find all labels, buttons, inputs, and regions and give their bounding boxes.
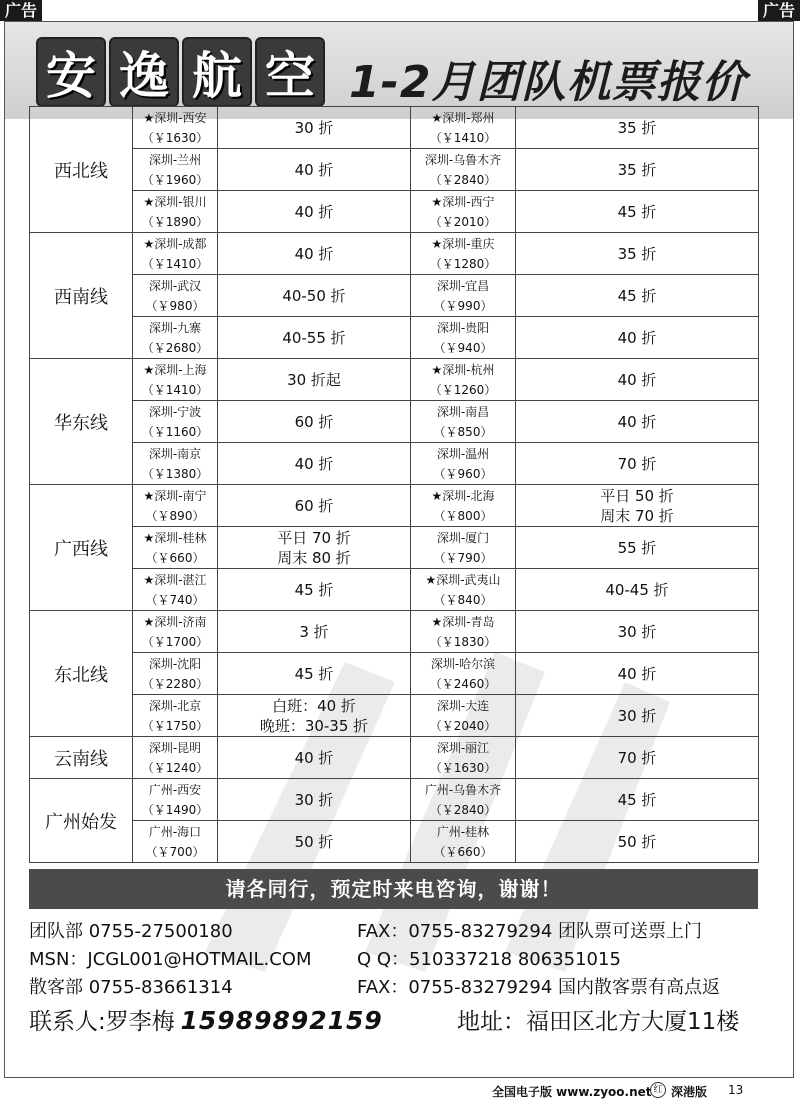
discount-text: 40 折 [617, 412, 657, 431]
discount-text: 30 折 [617, 706, 657, 725]
route-price: （￥1160） [141, 424, 209, 439]
discount-cell [516, 317, 759, 359]
route-cell [411, 527, 516, 569]
discount-text: 70 折 [617, 748, 657, 767]
route-price: （￥1890） [141, 214, 209, 229]
discount-text: 平日 70 折 [277, 528, 351, 547]
route-name: 深圳-沈阳 [148, 656, 202, 671]
route-name: 广州-西安 [148, 782, 202, 797]
route-cell [133, 611, 218, 653]
route-price: （￥1380） [141, 466, 209, 481]
route-price: （￥1410） [141, 382, 209, 397]
route-cell [133, 779, 218, 821]
discount-cell [516, 779, 759, 821]
route-cell [411, 359, 516, 401]
table-row [30, 401, 759, 443]
route-cell [133, 737, 218, 779]
route-cell [133, 233, 218, 275]
route-cell [411, 233, 516, 275]
discount-text: 55 折 [617, 538, 657, 557]
route-price: （￥660） [145, 550, 205, 565]
route-name: 深圳-大连 [436, 698, 490, 713]
route-name: ★深圳-上海 [143, 362, 207, 377]
retail-dept-phone: 散客部 0755-83661314 [29, 977, 233, 998]
discount-text: 45 折 [617, 790, 657, 809]
route-price: （￥2010） [429, 214, 497, 229]
route-name: 深圳-哈尔滨 [430, 656, 496, 671]
discount-cell [516, 611, 759, 653]
discount-text: 35 折 [617, 118, 657, 137]
route-cell [133, 527, 218, 569]
route-name: 深圳-武汉 [148, 278, 202, 293]
footer-logo-icon: 红 [650, 1082, 666, 1098]
route-price: （￥2280） [141, 676, 209, 691]
page-footer [0, 1080, 800, 1100]
route-cell [133, 653, 218, 695]
route-name: 深圳-宜昌 [436, 278, 490, 293]
discount-text: 40 折 [294, 160, 334, 179]
discount-text: 45 折 [294, 580, 334, 599]
discount-cell [218, 653, 411, 695]
team-dept-phone: 团队部 0755-27500180 [29, 921, 233, 942]
region-name: 西南线 [30, 233, 133, 359]
route-name: 深圳-丽江 [436, 740, 490, 755]
discount-cell [218, 359, 411, 401]
table-row [30, 653, 759, 695]
brand-char-an: 安 [36, 37, 106, 107]
route-cell [133, 275, 218, 317]
discount-cell [218, 821, 411, 863]
discount-cell [516, 359, 759, 401]
ad-tag-right: 广告 [758, 0, 800, 21]
route-name: ★深圳-西安 [143, 110, 207, 125]
table-row [30, 233, 759, 275]
discount-text: 45 折 [617, 202, 657, 221]
discount-cell [218, 527, 411, 569]
route-name: ★深圳-银川 [143, 194, 207, 209]
qq-numbers: Q Q：510337218 806351015 [357, 949, 621, 970]
route-name: ★深圳-南宁 [143, 488, 207, 503]
route-cell [133, 695, 218, 737]
table-row [30, 527, 759, 569]
route-price: （￥1700） [141, 634, 209, 649]
route-name: ★深圳-西宁 [431, 194, 495, 209]
route-price: （￥890） [145, 508, 205, 523]
fare-table [29, 106, 759, 863]
office-address: 地址：福田区北方大厦11楼 [457, 1009, 740, 1035]
route-cell [133, 569, 218, 611]
discount-text: 40 折 [294, 454, 334, 473]
discount-cell [218, 569, 411, 611]
table-row [30, 695, 759, 737]
route-name: ★深圳-北海 [431, 488, 495, 503]
route-name: ★深圳-济南 [143, 614, 207, 629]
discount-cell [516, 275, 759, 317]
route-cell [411, 779, 516, 821]
discount-text: 3 折 [299, 622, 329, 641]
discount-cell [516, 527, 759, 569]
discount-cell [516, 443, 759, 485]
route-name: 深圳-温州 [436, 446, 490, 461]
discount-text: 30 折 [294, 790, 334, 809]
discount-text: 周末 70 折 [600, 506, 674, 525]
footer-edition: 深港版 [671, 1085, 708, 1099]
discount-text: 40-50 折 [282, 286, 346, 305]
route-price: （￥980） [145, 298, 205, 313]
route-price: （￥1280） [429, 256, 497, 271]
discount-cell [516, 653, 759, 695]
route-cell [133, 401, 218, 443]
route-cell [411, 653, 516, 695]
discount-text: 70 折 [617, 454, 657, 473]
header-band [5, 22, 793, 119]
route-name: ★深圳-桂林 [143, 530, 207, 545]
discount-cell [516, 737, 759, 779]
route-cell [411, 275, 516, 317]
discount-text: 30 折 [617, 622, 657, 641]
discount-cell [218, 443, 411, 485]
discount-text: 60 折 [294, 412, 334, 431]
route-price: （￥2840） [429, 172, 497, 187]
route-cell [411, 401, 516, 443]
route-cell [133, 821, 218, 863]
route-cell [411, 317, 516, 359]
discount-text: 白班：40 折 [272, 696, 356, 715]
route-price: （￥2460） [429, 676, 497, 691]
route-price: （￥700） [145, 844, 205, 859]
discount-cell [516, 107, 759, 149]
brand-char-kong: 空 [255, 37, 325, 107]
route-cell [411, 443, 516, 485]
route-cell [411, 737, 516, 779]
route-cell [411, 107, 516, 149]
table-row [30, 611, 759, 653]
brand-logo [36, 37, 325, 107]
discount-text: 40 折 [617, 328, 657, 347]
ad-tag-left: 广告 [0, 0, 42, 21]
route-price: （￥940） [433, 340, 493, 355]
table-row [30, 779, 759, 821]
route-price: （￥790） [433, 550, 493, 565]
route-price: （￥660） [433, 844, 493, 859]
discount-text: 40-55 折 [282, 328, 346, 347]
discount-cell [218, 317, 411, 359]
discount-cell [218, 191, 411, 233]
route-name: 深圳-乌鲁木齐 [424, 152, 502, 167]
discount-text: 40 折 [617, 370, 657, 389]
route-price: （￥1490） [141, 802, 209, 817]
table-row [30, 191, 759, 233]
discount-text: 30 折起 [287, 370, 341, 389]
discount-text: 周末 80 折 [277, 548, 351, 567]
discount-text: 40 折 [294, 244, 334, 263]
route-cell [411, 149, 516, 191]
region-name: 广西线 [30, 485, 133, 611]
route-name: 广州-海口 [148, 824, 202, 839]
discount-cell [516, 821, 759, 863]
discount-text: 40 折 [294, 748, 334, 767]
route-cell [411, 569, 516, 611]
discount-cell [218, 737, 411, 779]
route-price: （￥1410） [429, 130, 497, 145]
inquiry-banner: 请各同行，预定时来电咨询，谢谢！ [29, 869, 758, 909]
contact-person [29, 1003, 383, 1036]
table-row [30, 107, 759, 149]
discount-text: 50 折 [617, 832, 657, 851]
discount-cell [516, 695, 759, 737]
route-price: （￥2040） [429, 718, 497, 733]
route-name: ★深圳-郑州 [431, 110, 495, 125]
discount-text: 40 折 [617, 664, 657, 683]
route-price: （￥740） [145, 592, 205, 607]
brand-char-yi: 逸 [109, 37, 179, 107]
brand-char-hang: 航 [182, 37, 252, 107]
route-price: （￥990） [433, 298, 493, 313]
discount-text: 50 折 [294, 832, 334, 851]
msn-address: MSN：JCGL001@HOTMAIL.COM [29, 949, 312, 970]
discount-text: 60 折 [294, 496, 334, 515]
region-name: 东北线 [30, 611, 133, 737]
contact-label: 联系人:罗李梅 [29, 1009, 175, 1035]
route-price: （￥1260） [429, 382, 497, 397]
route-price: （￥1410） [141, 256, 209, 271]
region-name: 广州始发 [30, 779, 133, 863]
route-price: （￥2680） [141, 340, 209, 355]
retail-fax: FAX：0755-83279294 国内散客票有高点返 [357, 977, 720, 998]
route-price: （￥1960） [141, 172, 209, 187]
discount-text: 晚班：30-35 折 [259, 716, 369, 735]
route-name: ★深圳-重庆 [431, 236, 495, 251]
headline: 1-2月团队机票报价 [349, 57, 747, 108]
table-row [30, 317, 759, 359]
discount-cell [218, 233, 411, 275]
discount-cell [218, 695, 411, 737]
table-row [30, 359, 759, 401]
route-name: 深圳-宁波 [148, 404, 202, 419]
route-cell [411, 695, 516, 737]
discount-cell [218, 401, 411, 443]
route-cell [133, 107, 218, 149]
discount-text: 平日 50 折 [600, 486, 674, 505]
route-price: （￥840） [433, 592, 493, 607]
table-row [30, 275, 759, 317]
discount-cell [516, 485, 759, 527]
table-row [30, 149, 759, 191]
route-name: 深圳-贵阳 [436, 320, 490, 335]
route-name: ★深圳-武夷山 [425, 572, 501, 587]
route-cell [133, 317, 218, 359]
discount-cell [218, 485, 411, 527]
route-name: 广州-乌鲁木齐 [424, 782, 502, 797]
discount-text: 40-45 折 [605, 580, 669, 599]
discount-text: 35 折 [617, 244, 657, 263]
route-name: 深圳-九寨 [148, 320, 202, 335]
route-cell [133, 149, 218, 191]
route-price: （￥1630） [429, 760, 497, 775]
route-name: ★深圳-湛江 [143, 572, 207, 587]
route-price: （￥1240） [141, 760, 209, 775]
discount-cell [218, 779, 411, 821]
route-cell [411, 611, 516, 653]
discount-cell [218, 149, 411, 191]
discount-cell [516, 401, 759, 443]
table-row [30, 821, 759, 863]
table-row [30, 443, 759, 485]
region-name: 华东线 [30, 359, 133, 485]
route-price: （￥800） [433, 508, 493, 523]
discount-text: 30 折 [294, 118, 334, 137]
route-price: （￥1830） [429, 634, 497, 649]
discount-cell [516, 191, 759, 233]
route-name: 深圳-北京 [148, 698, 202, 713]
table-row [30, 737, 759, 779]
route-name: 深圳-南京 [148, 446, 202, 461]
route-price: （￥850） [433, 424, 493, 439]
discount-cell [516, 233, 759, 275]
discount-cell [218, 107, 411, 149]
footer-site: 全国电子版 www.zyoo.net [492, 1085, 652, 1099]
route-price: （￥2840） [429, 802, 497, 817]
route-name: 广州-桂林 [436, 824, 490, 839]
route-name: 深圳-兰州 [148, 152, 202, 167]
route-cell [411, 191, 516, 233]
route-name: ★深圳-杭州 [431, 362, 495, 377]
route-cell [411, 485, 516, 527]
discount-cell [516, 149, 759, 191]
discount-cell [516, 569, 759, 611]
route-name: ★深圳-成都 [143, 236, 207, 251]
route-name: 深圳-昆明 [148, 740, 202, 755]
route-price: （￥1630） [141, 130, 209, 145]
discount-text: 40 折 [294, 202, 334, 221]
discount-text: 35 折 [617, 160, 657, 179]
contact-mobile: 15989892159 [180, 1006, 383, 1035]
discount-text: 45 折 [294, 664, 334, 683]
route-cell [133, 443, 218, 485]
route-price: （￥960） [433, 466, 493, 481]
route-name: ★深圳-青岛 [431, 614, 495, 629]
route-name: 深圳-南昌 [436, 404, 490, 419]
discount-cell [218, 611, 411, 653]
route-cell [133, 359, 218, 401]
team-fax: FAX：0755-83279294 团队票可送票上门 [357, 921, 702, 942]
route-name: 深圳-厦门 [436, 530, 490, 545]
region-name: 云南线 [30, 737, 133, 779]
route-cell [411, 821, 516, 863]
page-number: 13 [728, 1083, 744, 1097]
table-row [30, 485, 759, 527]
discount-text: 45 折 [617, 286, 657, 305]
discount-cell [218, 275, 411, 317]
route-cell [133, 191, 218, 233]
route-cell [133, 485, 218, 527]
table-row [30, 569, 759, 611]
region-name: 西北线 [30, 107, 133, 233]
route-price: （￥1750） [141, 718, 209, 733]
